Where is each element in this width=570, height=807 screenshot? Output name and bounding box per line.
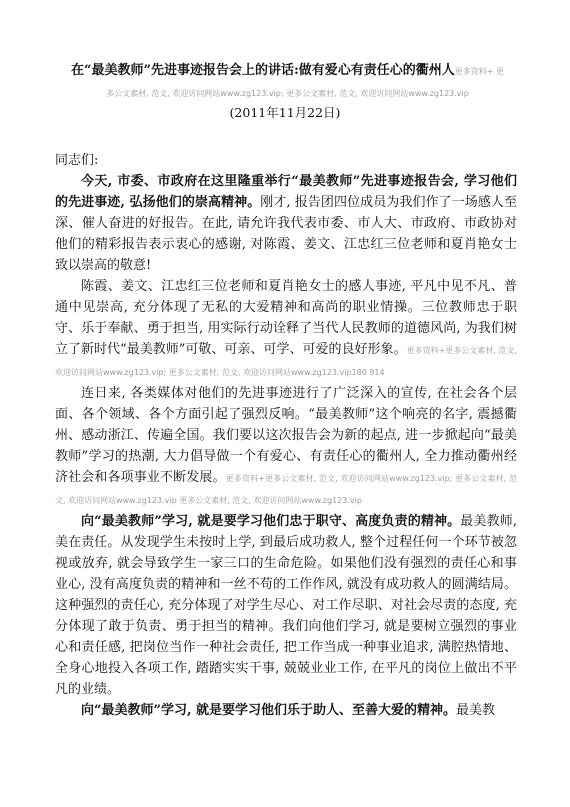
watermark-text: 多公文素材, 范文, 欢迎访问网站www.zg123.vip; 更多公文素材, 范文, 欢迎访问网站www.zg123.vip — [106, 89, 469, 98]
title-text: 在“最美教师”先进事迹报告会上的讲话:做有爱心有责任心的衢州人 — [70, 63, 455, 78]
paragraph — [55, 171, 517, 276]
paragraph-text: 最美教 — [456, 703, 496, 718]
paragraph-bold-lead: 向“最美教师”学习, 就是要学习他们忠于职守、高度负责的精神。 — [81, 514, 461, 529]
watermark-text: 更多资料+更多公文素材, 范文, 欢迎访问网站www.zg123.vip; 更多公文素材, 范文, 欢迎访问网站www.zg123.vip180 914 — [55, 346, 517, 377]
paragraph-bold-lead: 向“最美教师”学习, 就是要学习他们乐于助人、至善大爱的精神。 — [81, 703, 457, 718]
greeting: 同志们: — [55, 153, 99, 168]
paragraph-text: 陈霞、姜文、江忠红三位老师和夏肖艳女士的感人事迹, 平凡中见不凡、普通中见崇高, 充分体现了无私的大爱精神和高尚的职业情操。三位教师忠于职守、乐于奉献、勇于担当, 用实际行动诠释了当代人民教师的道德风尚, 为我们树立了新时代“最美教师”可敬、可亲、可学、可爱的良好形象。 — [55, 279, 517, 357]
paragraph — [55, 383, 517, 511]
document-body — [55, 150, 517, 721]
paragraph-text: 刚才, 报告团四位成员为我们作了一场感人至深、催人奋进的好报告。在此, 请允许我代表市委、市人大、市政府、市政协对他们的精彩报告表示衷心的感谢, 对陈霞、姜文、江忠红三位老师和夏肖艳女士致以崇高的敬意! — [55, 195, 517, 273]
paragraph-bold-lead: 今天, 市委、市政府在这里隆重举行“最美教师”先进事迹报告会, 学习他们的先进事迹, 弘扬他们的崇高精神。 — [55, 174, 517, 210]
paragraph — [55, 511, 517, 700]
document-date: (2011年11月22日) — [229, 105, 341, 120]
paragraph-text: 最美教师, 美在责任。从发现学生未按时上学, 到最后成功救人, 整个过程任何一个环节被忽视或放弃, 就会导致学生一家三口的生命危险。如果他们没有强烈的责任心和事业心, 没有高度负责的精神和一丝不苟的工作作风, 就没有成功救人的圆满结局。这种强烈的责任心, 充分体现了对学生尽心、对工作尽职、对社会尽责的态度, 充分体现了敢于负责、勇于担当的精神。我们向他们学习, 就是要树立强烈的事业心和责任感, 把岗位当作一种社会责任, 把工作当成一种事业追求, 满腔热情地、全身心地投入各项工作, 踏踏实实干事, 兢兢业业工作, 在平凡的岗位上做出不平凡的业绩。 — [55, 514, 517, 697]
paragraph-text: 连日来, 各类媒体对他们的先进事迹进行了广泛深入的宣传, 在社会各个层面、各个领域、各个方面引起了强烈反响。“最美教师”这个响亮的名字, 震撼衢州、感动浙江、传遍全国。我们要以这次报告会为新的起点, 进一步掀起向“最美教师”学习的热潮, 大力倡导做一个有爱心、有责任心的衢州人, 全力推动衢州经济社会和各项事业不断发展。 — [55, 386, 517, 485]
paragraph — [55, 276, 517, 383]
watermark-text: 更多资料+更多公文素材, 范文, 欢迎访问网站www.zg123.vip; 更多公文素材, 范文, 欢迎访问网站www.zg123.vip 更多公文素材, 范文, 欢迎访问网站www.zg123.vip — [55, 474, 517, 505]
watermark-text: 更多资料+ 更 — [454, 67, 504, 76]
paragraph — [55, 700, 517, 721]
document-title — [60, 60, 515, 104]
